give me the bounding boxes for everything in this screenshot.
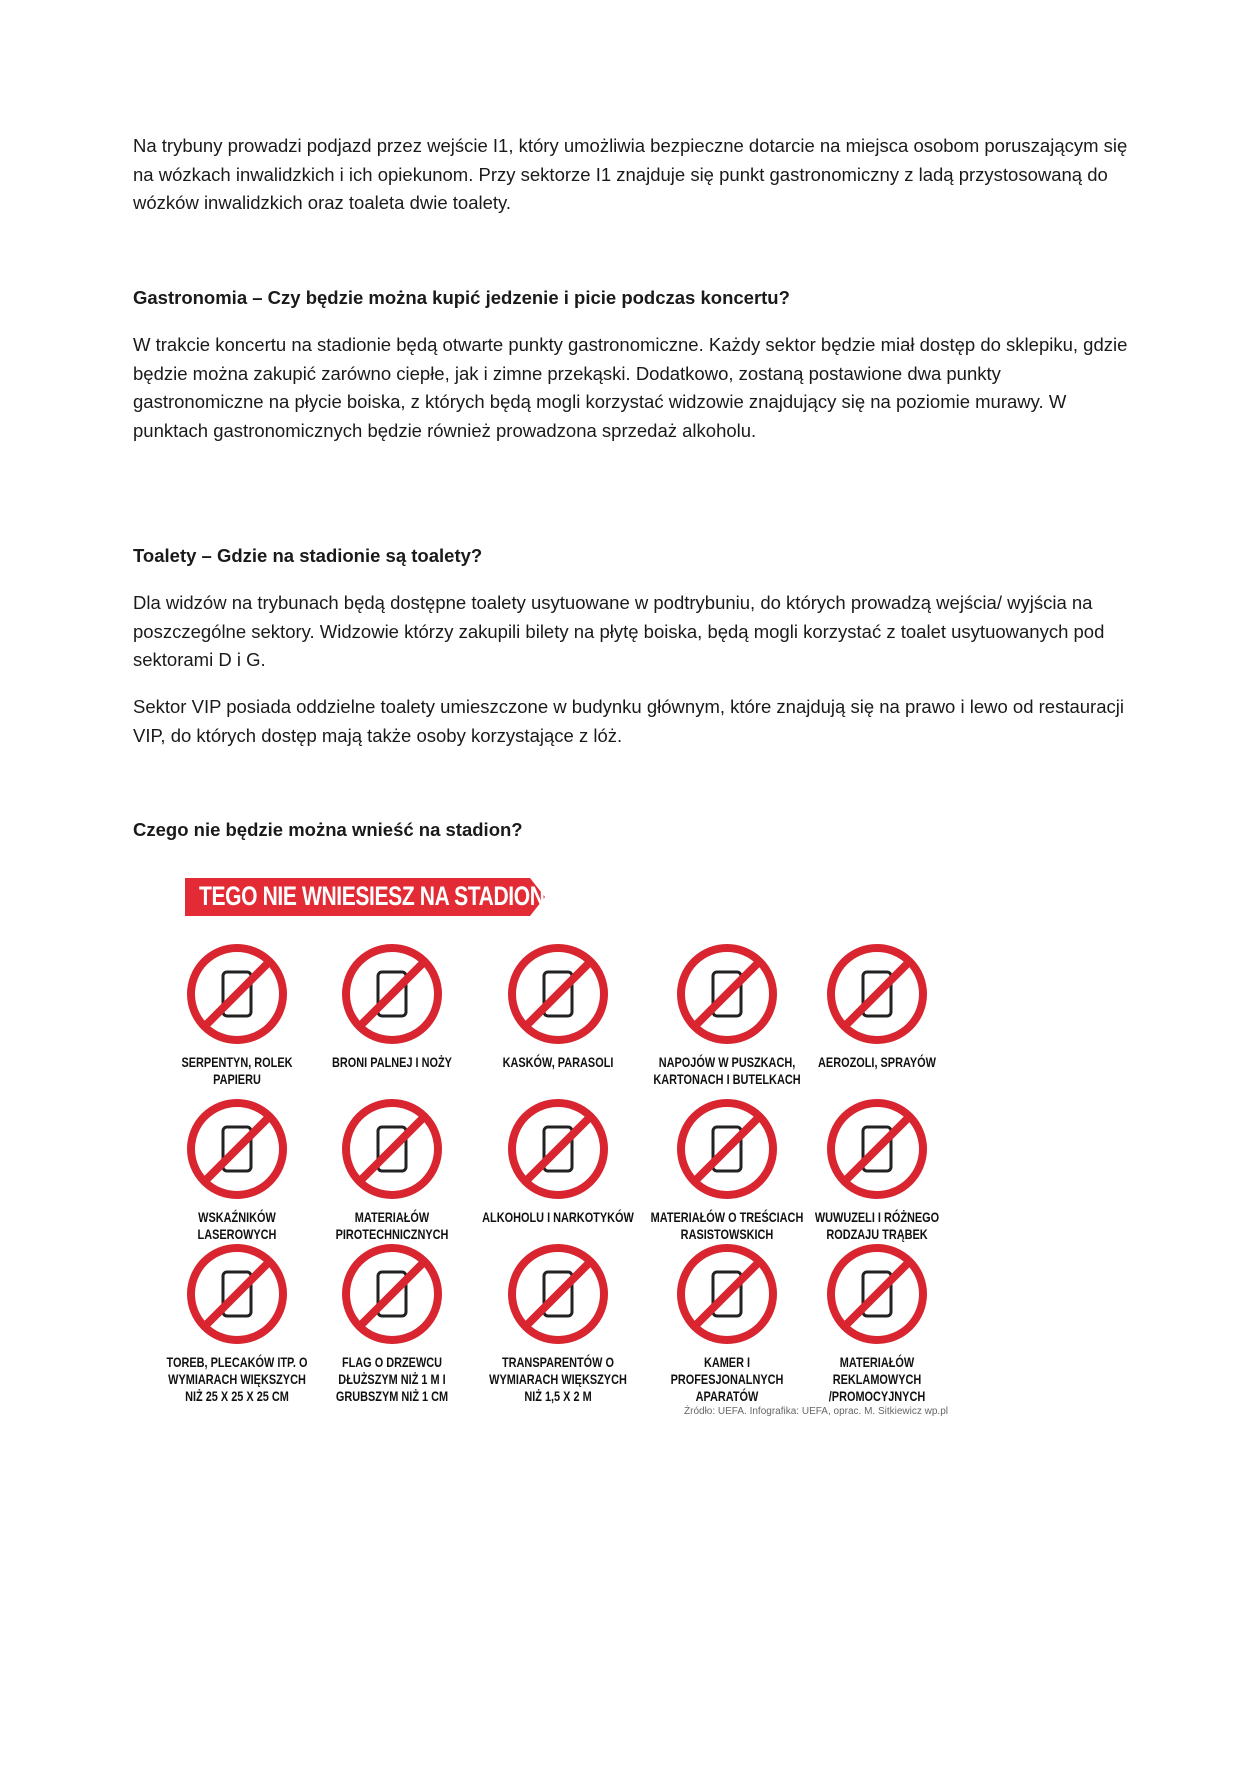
prohibited-item xyxy=(312,942,472,1071)
prohibited-item-label: NAPOJÓW W PUSZKACH, KARTONACH I BUTELKACH xyxy=(653,1054,801,1087)
prohibited-item xyxy=(647,1097,807,1243)
infographic-banner xyxy=(185,878,545,916)
laser-pointer-icon xyxy=(185,1097,289,1201)
prohibited-item-label: SERPENTYN, ROLEK PAPIERU xyxy=(181,1054,293,1087)
heading-gastronomy: Gastronomia – Czy będzie można kupić jedzenie i picie podczas koncertu? xyxy=(133,287,790,308)
prohibited-item-label: MATERIAŁÓW REKLAMOWYCH /PROMOCYJNYCH xyxy=(828,1354,926,1404)
prohibited-item xyxy=(797,942,957,1071)
source-credit: Źródło: UEFA. Infografika: UEFA, oprac. M. Sitkiewicz wp.pl xyxy=(684,1406,948,1417)
heading-toilets: Toalety – Gdzie na stadionie są toalety? xyxy=(133,545,483,566)
bottle-syringe-icon xyxy=(506,1097,610,1201)
promo-document-icon xyxy=(825,1242,929,1346)
heading-prohibited: Czego nie będzie można wnieść na stadion? xyxy=(133,819,523,840)
prohibited-item xyxy=(312,1097,472,1243)
prohibited-item-label: WUWUZELI I RÓŻNEGO RODZAJU TRĄBEK xyxy=(814,1209,940,1242)
paragraph-accessibility: Na trybuny prowadzi podjazd przez wejście I1, który umożliwia bezpieczne dotarcie na miejsca osobom poruszającym się na wózkach inwalidzkich i ich opiekunom. Przy sektorze I1 znajduje się punkt gastronomiczny z ladą przystosowaną do wózków inwalidzkich oraz toaleta dwie toalety. xyxy=(133,135,1128,213)
firework-icon xyxy=(340,1097,444,1201)
infographic-title: TEGO NIE WNIESIESZ NA STADION xyxy=(199,881,545,911)
prohibited-item-label: TOREB, PLECAKÓW ITP. O WYMIARACH WIĘKSZYCH NIŻ 25 X 25 X 25 CM xyxy=(166,1354,308,1404)
paragraph-vip-toilets: Sektor VIP posiada oddzielne toalety umieszczone w budynku głównym, które znajdują się na prawo i lewo od restauracji VIP, do których dostęp mają także osoby korzystające z lóż. xyxy=(133,696,1124,746)
gun-knife-icon xyxy=(340,942,444,1046)
prohibited-item-label: KAMER I PROFESJONALNYCH APARATÓW xyxy=(670,1354,784,1404)
prohibited-item xyxy=(157,1242,317,1405)
megaphone-icon xyxy=(825,1097,929,1201)
camera-icon xyxy=(675,1242,779,1346)
drinks-icon xyxy=(675,942,779,1046)
prohibited-item-label: FLAG O DRZEWCU DŁUŻSZYM NIŻ 1 M I GRUBSZYM NIŻ 1 CM xyxy=(335,1354,449,1404)
spray-icon xyxy=(825,942,929,1046)
prohibited-item xyxy=(797,1242,957,1405)
prohibited-item xyxy=(157,942,317,1088)
helmet-umbrella-icon xyxy=(506,942,610,1046)
prohibited-item xyxy=(647,942,807,1088)
paragraph-gastronomy: W trakcie koncertu na stadionie będą otwarte punkty gastronomiczne. Każdy sektor będzie miał dostęp do sklepiku, gdzie będzie można zakupić zarówno ciepłe, jak i zimne przekąski. Dodatkowo, zostaną postawione dwa punkty gastronomiczne na płycie boiska, z których będą mogli korzystać widzowie znajdujący się na poziomie murawy. W punktach gastronomicznych będzie również prowadzona sprzedaż alkoholu. xyxy=(133,334,1128,441)
flag-icon xyxy=(340,1242,444,1346)
propaganda-document-icon xyxy=(675,1097,779,1201)
paper-roll-icon xyxy=(185,942,289,1046)
prohibited-item-label: BRONI PALNEJ I NOŻY xyxy=(332,1054,452,1070)
bag-icon xyxy=(185,1242,289,1346)
prohibited-item-label: MATERIAŁÓW PIROTECHNICZNYCH xyxy=(335,1209,449,1242)
prohibited-item-label: ALKOHOLU I NARKOTYKÓW xyxy=(482,1209,634,1225)
prohibited-item xyxy=(478,1097,638,1226)
banner-icon xyxy=(506,1242,610,1346)
paragraph-toilets: Dla widzów na trybunach będą dostępne toalety usytuowane w podtrybuniu, do których prowadzą wejścia/ wyjścia na poszczególne sektory. Widzowie którzy zakupili bilety na płytę boiska, będą mogli korzystać z toalet usytuowanych pod sektorami D i G. xyxy=(133,592,1105,670)
prohibited-item xyxy=(157,1097,317,1243)
prohibited-item-label: MATERIAŁÓW O TREŚCIACH RASISTOWSKICH xyxy=(650,1209,804,1242)
prohibited-item-label: AEROZOLI, SPRAYÓW xyxy=(818,1054,936,1070)
prohibited-item xyxy=(478,1242,638,1405)
prohibited-item xyxy=(312,1242,472,1405)
prohibited-item-label: WSKAŹNIKÓW LASEROWYCH xyxy=(197,1209,277,1242)
prohibited-item-label: KASKÓW, PARASOLI xyxy=(502,1054,614,1070)
prohibited-item xyxy=(797,1097,957,1243)
prohibited-item xyxy=(478,942,638,1071)
prohibited-item xyxy=(647,1242,807,1405)
prohibited-item-label: TRANSPARENTÓW O WYMIARACH WIĘKSZYCH NIŻ 1,5 X 2 M xyxy=(489,1354,627,1404)
